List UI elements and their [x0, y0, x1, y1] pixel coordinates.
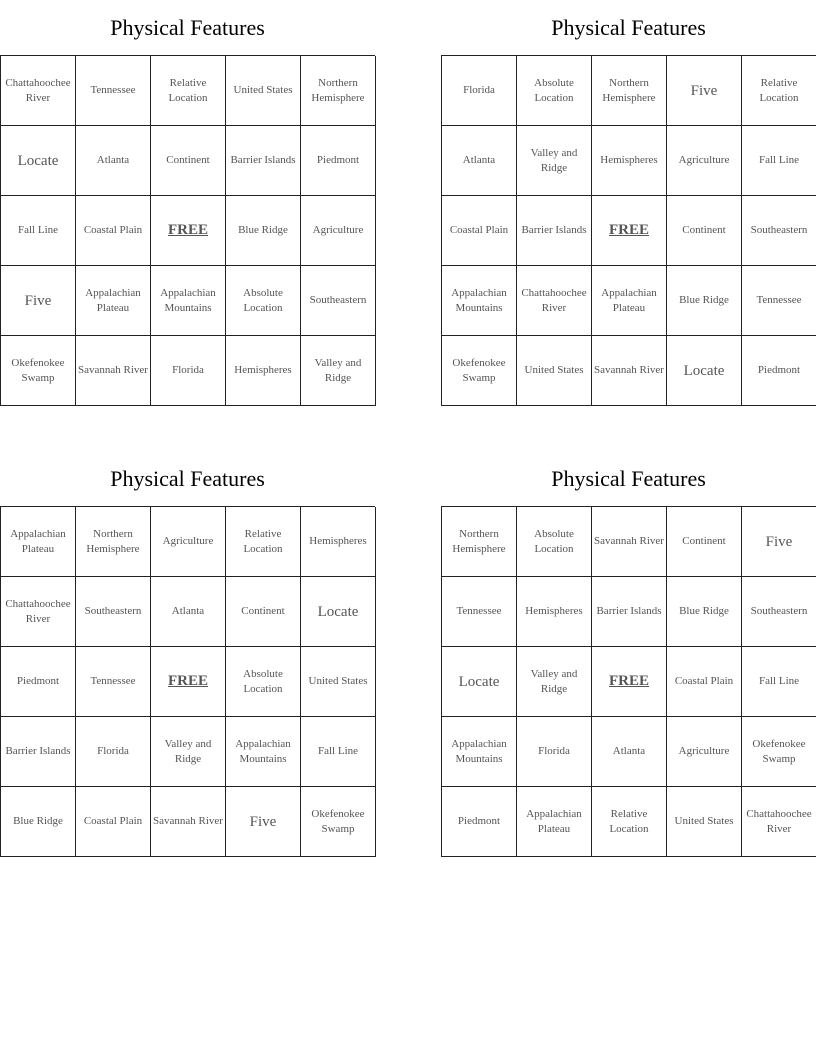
bingo-cell: Savannah River	[592, 507, 667, 577]
bingo-cell: Appalachian Mountains	[442, 717, 517, 787]
free-space: FREE	[592, 196, 667, 266]
bingo-cell: Barrier Islands	[1, 717, 76, 787]
bingo-cell: Hemispheres	[226, 336, 301, 406]
bingo-cell: Continent	[226, 577, 301, 647]
bingo-cell: Atlanta	[592, 717, 667, 787]
bingo-cell: Absolute Location	[517, 507, 592, 577]
bingo-cell: Atlanta	[442, 126, 517, 196]
bingo-cell: Southeastern	[76, 577, 151, 647]
bingo-cell: Valley and Ridge	[301, 336, 376, 406]
bingo-cell: Piedmont	[1, 647, 76, 717]
bingo-cell: Absolute Location	[517, 56, 592, 126]
bingo-cell: Florida	[76, 717, 151, 787]
bingo-cell: Chattahoochee River	[517, 266, 592, 336]
bingo-cell: Northern Hemisphere	[442, 507, 517, 577]
bingo-cell: Relative Location	[742, 56, 816, 126]
bingo-cell: Florida	[151, 336, 226, 406]
bingo-cell: Southeastern	[301, 266, 376, 336]
bingo-cell: United States	[226, 56, 301, 126]
bingo-grid	[0, 506, 375, 857]
bingo-cell: Coastal Plain	[76, 196, 151, 266]
bingo-cell: Agriculture	[667, 717, 742, 787]
bingo-cell: Savannah River	[592, 336, 667, 406]
bingo-cell: Savannah River	[76, 336, 151, 406]
free-space: FREE	[592, 647, 667, 717]
bingo-card-4	[441, 451, 816, 857]
bingo-cell: Piedmont	[742, 336, 816, 406]
bingo-cell: Relative Location	[592, 787, 667, 857]
bingo-cell: Hemispheres	[517, 577, 592, 647]
bingo-cell: Hemispheres	[592, 126, 667, 196]
bingo-cell: Tennessee	[442, 577, 517, 647]
bingo-cell: Chattahoochee River	[742, 787, 816, 857]
card-title: Physical Features	[551, 15, 706, 40]
bingo-cell: Absolute Location	[226, 647, 301, 717]
bingo-cell: Okefenokee Swamp	[442, 336, 517, 406]
bingo-cell: Continent	[667, 507, 742, 577]
bingo-cell: Southeastern	[742, 577, 816, 647]
bingo-cell: Piedmont	[301, 126, 376, 196]
bingo-cell: Barrier Islands	[592, 577, 667, 647]
bingo-cell: Relative Location	[226, 507, 301, 577]
bingo-cell: Florida	[517, 717, 592, 787]
bingo-cell: Barrier Islands	[517, 196, 592, 266]
bingo-cell: Appalachian Plateau	[76, 266, 151, 336]
bingo-grid	[441, 55, 816, 406]
bingo-cell: Blue Ridge	[1, 787, 76, 857]
bingo-cell: Appalachian Mountains	[442, 266, 517, 336]
bingo-card-2	[441, 0, 816, 406]
bingo-cell: Northern Hemisphere	[592, 56, 667, 126]
bingo-cell: Appalachian Plateau	[592, 266, 667, 336]
bingo-cell: Fall Line	[301, 717, 376, 787]
bingo-cell: Valley and Ridge	[517, 647, 592, 717]
bingo-cell: Barrier Islands	[226, 126, 301, 196]
bingo-cell: Chattahoochee River	[1, 56, 76, 126]
bingo-cell: Piedmont	[442, 787, 517, 857]
card-title: Physical Features	[110, 466, 265, 491]
bingo-cell: Atlanta	[76, 126, 151, 196]
bingo-cell: Appalachian Plateau	[1, 507, 76, 577]
bingo-cell: United States	[667, 787, 742, 857]
bingo-cell: Northern Hemisphere	[301, 56, 376, 126]
bingo-cell: Agriculture	[151, 507, 226, 577]
bingo-cell: Five	[742, 507, 816, 577]
card-title: Physical Features	[110, 15, 265, 40]
bingo-cell: Okefenokee Swamp	[742, 717, 816, 787]
bingo-cell: Absolute Location	[226, 266, 301, 336]
bingo-cell: Okefenokee Swamp	[301, 787, 376, 857]
bingo-cell: Fall Line	[742, 647, 816, 717]
bingo-cell: Agriculture	[667, 126, 742, 196]
bingo-cell: Continent	[151, 126, 226, 196]
bingo-cell: Five	[1, 266, 76, 336]
bingo-cell: Blue Ridge	[667, 577, 742, 647]
bingo-cell: Tennessee	[742, 266, 816, 336]
bingo-cell: Valley and Ridge	[517, 126, 592, 196]
bingo-cell: Tennessee	[76, 647, 151, 717]
bingo-cell: Agriculture	[301, 196, 376, 266]
bingo-cell: Appalachian Mountains	[151, 266, 226, 336]
bingo-cell: Coastal Plain	[667, 647, 742, 717]
free-space: FREE	[151, 647, 226, 717]
bingo-cell: Five	[667, 56, 742, 126]
bingo-cell: Savannah River	[151, 787, 226, 857]
bingo-cell: United States	[517, 336, 592, 406]
bingo-grid	[0, 55, 375, 406]
bingo-cell: Blue Ridge	[667, 266, 742, 336]
bingo-cell: Hemispheres	[301, 507, 376, 577]
bingo-cell: Coastal Plain	[442, 196, 517, 266]
free-space: FREE	[151, 196, 226, 266]
bingo-cell: Relative Location	[151, 56, 226, 126]
bingo-grid	[441, 506, 816, 857]
bingo-cell: Valley and Ridge	[151, 717, 226, 787]
bingo-cell: Locate	[301, 577, 376, 647]
bingo-cell: Northern Hemisphere	[76, 507, 151, 577]
bingo-cell: Five	[226, 787, 301, 857]
bingo-cell: Appalachian Mountains	[226, 717, 301, 787]
bingo-cell: Locate	[1, 126, 76, 196]
bingo-cell: Locate	[442, 647, 517, 717]
bingo-cell: Continent	[667, 196, 742, 266]
bingo-cell: Tennessee	[76, 56, 151, 126]
bingo-card-1	[0, 0, 375, 406]
bingo-cell: Fall Line	[1, 196, 76, 266]
bingo-cell: Florida	[442, 56, 517, 126]
bingo-cell: Coastal Plain	[76, 787, 151, 857]
bingo-cell: Fall Line	[742, 126, 816, 196]
bingo-cell: Atlanta	[151, 577, 226, 647]
card-title: Physical Features	[551, 466, 706, 491]
bingo-cell: Blue Ridge	[226, 196, 301, 266]
bingo-cell: Chattahoochee River	[1, 577, 76, 647]
bingo-cell: United States	[301, 647, 376, 717]
bingo-cell: Okefenokee Swamp	[1, 336, 76, 406]
bingo-card-3	[0, 451, 375, 857]
bingo-cell: Locate	[667, 336, 742, 406]
bingo-cell: Appalachian Plateau	[517, 787, 592, 857]
bingo-cell: Southeastern	[742, 196, 816, 266]
